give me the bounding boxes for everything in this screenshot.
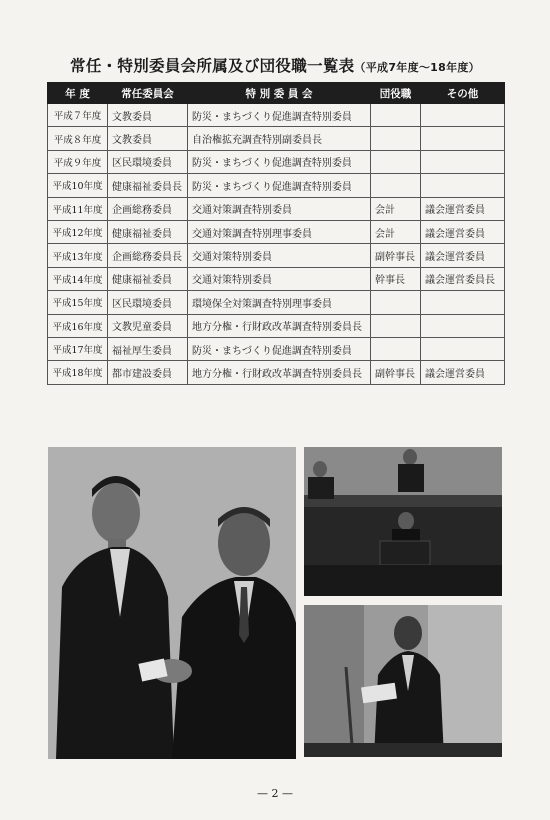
cell-special-committee: 地方分権・行財政改革調査特別委員長	[188, 314, 371, 337]
cell-other	[421, 104, 505, 127]
cell-standing-committee: 都市建設委員	[108, 361, 188, 384]
title-sub: （平成7年度〜18年度）	[354, 61, 480, 74]
cell-special-committee: 防災・まちづくり促進調査特別委員	[188, 104, 371, 127]
cell-standing-committee: 健康福祉委員	[108, 267, 188, 290]
cell-special-committee: 交通対策調査特別理事委員	[188, 220, 371, 243]
header-other: その他	[421, 83, 505, 104]
cell-special-committee: 交通対策特別委員	[188, 244, 371, 267]
cell-year: 平成９年度	[48, 150, 108, 173]
table-row	[48, 197, 505, 220]
cell-other: 議会運営委員	[421, 361, 505, 384]
cell-year: 平成10年度	[48, 174, 108, 197]
table-row	[48, 337, 505, 360]
cell-year: 平成12年度	[48, 220, 108, 243]
cell-group-role: 会計	[371, 197, 421, 220]
cell-other	[421, 291, 505, 314]
cell-standing-committee: 企画総務委員	[108, 197, 188, 220]
table-row	[48, 267, 505, 290]
cell-other: 議会運営委員	[421, 197, 505, 220]
header-year: 年 度	[48, 83, 108, 104]
cell-other	[421, 314, 505, 337]
page-number: — 2 —	[257, 787, 293, 800]
cell-special-committee: 防災・まちづくり促進調査特別委員	[188, 337, 371, 360]
cell-group-role	[371, 337, 421, 360]
cell-special-committee: 防災・まちづくり促進調査特別委員	[188, 174, 371, 197]
cell-other: 議会運営委員長	[421, 267, 505, 290]
cell-group-role	[371, 291, 421, 314]
cell-standing-committee: 区民環境委員	[108, 291, 188, 314]
cell-other	[421, 127, 505, 150]
table-header-row	[48, 83, 505, 104]
cell-other: 議会運営委員	[421, 220, 505, 243]
photo-handshake	[48, 447, 296, 759]
cell-special-committee: 環境保全対策調査特別理事委員	[188, 291, 371, 314]
cell-group-role	[371, 104, 421, 127]
title-main: 常任・特別委員会所属及び団役職一覧表	[70, 57, 355, 75]
cell-standing-committee: 福祉厚生委員	[108, 337, 188, 360]
cell-special-committee: 交通対策調査特別委員	[188, 197, 371, 220]
table-row	[48, 104, 505, 127]
cell-standing-committee: 健康福祉委員	[108, 220, 188, 243]
cell-group-role: 副幹事長	[371, 361, 421, 384]
cell-group-role: 副幹事長	[371, 244, 421, 267]
cell-year: 平成11年度	[48, 197, 108, 220]
photo-assembly-hall	[304, 447, 502, 596]
cell-year: 平成13年度	[48, 244, 108, 267]
cell-group-role: 会計	[371, 220, 421, 243]
table-row	[48, 291, 505, 314]
cell-special-committee: 地方分権・行財政改革調査特別委員長	[188, 361, 371, 384]
table-row	[48, 150, 505, 173]
cell-other: 議会運営委員	[421, 244, 505, 267]
cell-other	[421, 337, 505, 360]
cell-year: 平成７年度	[48, 104, 108, 127]
cell-special-committee: 交通対策特別委員	[188, 267, 371, 290]
page-title	[0, 54, 550, 76]
cell-group-role	[371, 314, 421, 337]
table-row	[48, 127, 505, 150]
header-standing-committee: 常任委員会	[108, 83, 188, 104]
cell-standing-committee: 企画総務委員長	[108, 244, 188, 267]
photo-speaker-podium	[304, 605, 502, 757]
table-row	[48, 174, 505, 197]
cell-group-role	[371, 127, 421, 150]
cell-standing-committee: 区民環境委員	[108, 150, 188, 173]
cell-standing-committee: 健康福祉委員長	[108, 174, 188, 197]
cell-standing-committee: 文教委員	[108, 104, 188, 127]
cell-standing-committee: 文教児童委員	[108, 314, 188, 337]
cell-group-role: 幹事長	[371, 267, 421, 290]
cell-standing-committee: 文教委員	[108, 127, 188, 150]
header-group-role: 団役職	[371, 83, 421, 104]
cell-group-role	[371, 150, 421, 173]
cell-year: 平成15年度	[48, 291, 108, 314]
cell-special-committee: 自治権拡充調査特別副委員長	[188, 127, 371, 150]
table-row	[48, 220, 505, 243]
cell-year: 平成16年度	[48, 314, 108, 337]
committee-roles-table	[47, 82, 505, 385]
table-row	[48, 361, 505, 384]
header-special-committee: 特 別 委 員 会	[188, 83, 371, 104]
cell-year: 平成18年度	[48, 361, 108, 384]
cell-year: 平成14年度	[48, 267, 108, 290]
cell-year: 平成８年度	[48, 127, 108, 150]
table-row	[48, 244, 505, 267]
cell-other	[421, 174, 505, 197]
cell-special-committee: 防災・まちづくり促進調査特別委員	[188, 150, 371, 173]
cell-group-role	[371, 174, 421, 197]
table-row	[48, 314, 505, 337]
cell-other	[421, 150, 505, 173]
cell-year: 平成17年度	[48, 337, 108, 360]
